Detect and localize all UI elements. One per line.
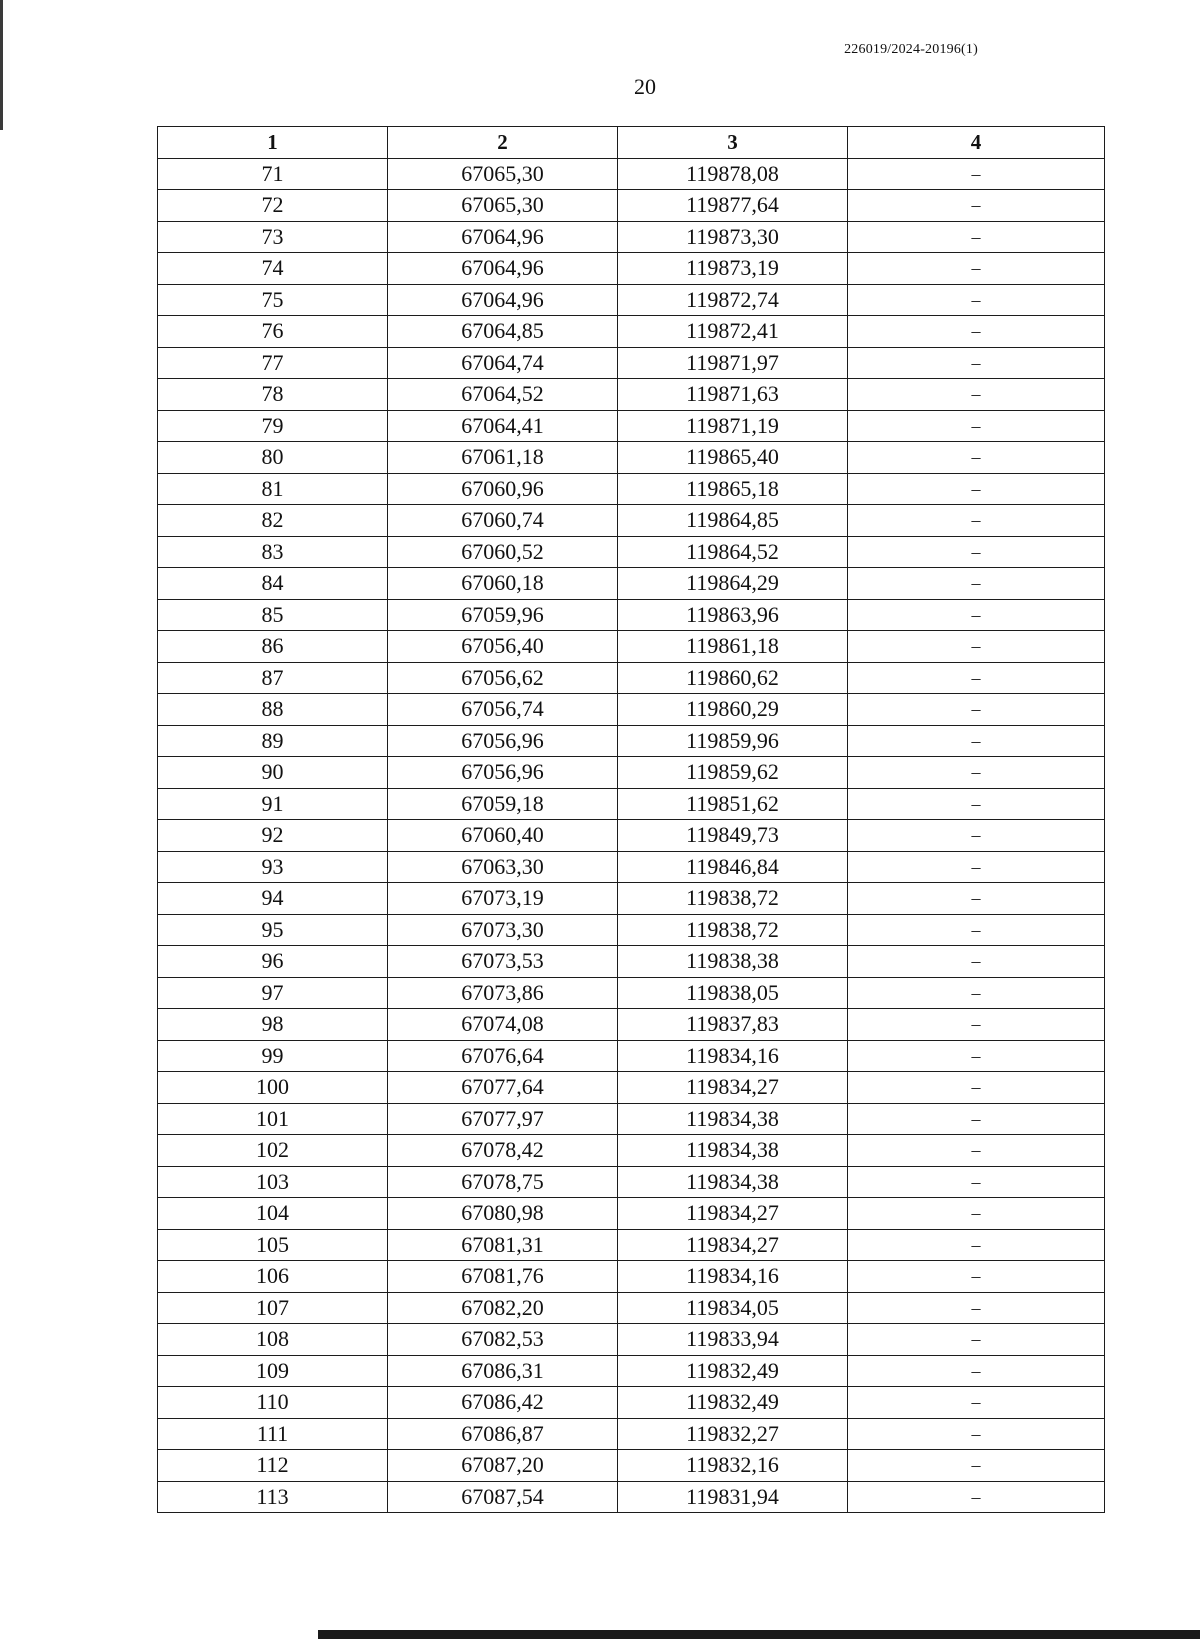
table-row bbox=[158, 1481, 1105, 1513]
header-row bbox=[158, 127, 1105, 159]
table-row bbox=[158, 757, 1105, 789]
table-row bbox=[158, 1261, 1105, 1293]
x-coordinate-cell: 67073,30 bbox=[388, 914, 618, 946]
x-coordinate-cell: 67077,97 bbox=[388, 1103, 618, 1135]
coordinates-table bbox=[157, 126, 1105, 1513]
x-coordinate-cell: 67082,20 bbox=[388, 1292, 618, 1324]
x-coordinate-cell: 67086,31 bbox=[388, 1355, 618, 1387]
note-cell: – bbox=[848, 694, 1105, 726]
point-number-cell: 96 bbox=[158, 946, 388, 978]
x-coordinate-cell: 67065,30 bbox=[388, 190, 618, 222]
x-coordinate-cell: 67064,74 bbox=[388, 347, 618, 379]
x-coordinate-cell: 67077,64 bbox=[388, 1072, 618, 1104]
table-row bbox=[158, 316, 1105, 348]
point-number-cell: 91 bbox=[158, 788, 388, 820]
table-row bbox=[158, 379, 1105, 411]
table-row bbox=[158, 1292, 1105, 1324]
point-number-cell: 81 bbox=[158, 473, 388, 505]
point-number-cell: 105 bbox=[158, 1229, 388, 1261]
note-cell: – bbox=[848, 1261, 1105, 1293]
table-row bbox=[158, 914, 1105, 946]
note-cell: – bbox=[848, 757, 1105, 789]
table-row bbox=[158, 505, 1105, 537]
point-number-cell: 95 bbox=[158, 914, 388, 946]
note-cell: – bbox=[848, 536, 1105, 568]
table-row bbox=[158, 442, 1105, 474]
table-row bbox=[158, 568, 1105, 600]
x-coordinate-cell: 67059,18 bbox=[388, 788, 618, 820]
note-cell: – bbox=[848, 505, 1105, 537]
note-cell: – bbox=[848, 725, 1105, 757]
note-cell: – bbox=[848, 158, 1105, 190]
y-coordinate-cell: 119838,72 bbox=[618, 883, 848, 915]
table-row bbox=[158, 1387, 1105, 1419]
table-row bbox=[158, 1198, 1105, 1230]
note-cell: – bbox=[848, 851, 1105, 883]
table-row bbox=[158, 1103, 1105, 1135]
x-coordinate-cell: 67074,08 bbox=[388, 1009, 618, 1041]
x-coordinate-cell: 67060,18 bbox=[388, 568, 618, 600]
table-row bbox=[158, 253, 1105, 285]
x-coordinate-cell: 67073,19 bbox=[388, 883, 618, 915]
y-coordinate-cell: 119834,38 bbox=[618, 1166, 848, 1198]
point-number-cell: 85 bbox=[158, 599, 388, 631]
y-coordinate-cell: 119834,27 bbox=[618, 1198, 848, 1230]
note-cell: – bbox=[848, 662, 1105, 694]
page-number: 20 bbox=[634, 74, 656, 99]
y-coordinate-cell: 119833,94 bbox=[618, 1324, 848, 1356]
table-row bbox=[158, 1355, 1105, 1387]
y-coordinate-cell: 119871,63 bbox=[618, 379, 848, 411]
y-coordinate-cell: 119863,96 bbox=[618, 599, 848, 631]
x-coordinate-cell: 67076,64 bbox=[388, 1040, 618, 1072]
y-coordinate-cell: 119838,72 bbox=[618, 914, 848, 946]
y-coordinate-cell: 119834,38 bbox=[618, 1103, 848, 1135]
y-coordinate-cell: 119865,18 bbox=[618, 473, 848, 505]
x-coordinate-cell: 67056,74 bbox=[388, 694, 618, 726]
note-cell: – bbox=[848, 1198, 1105, 1230]
x-coordinate-cell: 67060,74 bbox=[388, 505, 618, 537]
x-coordinate-cell: 67065,30 bbox=[388, 158, 618, 190]
note-cell: – bbox=[848, 190, 1105, 222]
x-coordinate-cell: 67073,53 bbox=[388, 946, 618, 978]
note-cell: – bbox=[848, 1072, 1105, 1104]
table-row bbox=[158, 599, 1105, 631]
point-number-cell: 74 bbox=[158, 253, 388, 285]
note-cell: – bbox=[848, 914, 1105, 946]
table-header bbox=[158, 127, 1105, 159]
point-number-cell: 112 bbox=[158, 1450, 388, 1482]
point-number-cell: 76 bbox=[158, 316, 388, 348]
point-number-cell: 108 bbox=[158, 1324, 388, 1356]
note-cell: – bbox=[848, 631, 1105, 663]
y-coordinate-cell: 119864,85 bbox=[618, 505, 848, 537]
x-coordinate-cell: 67073,86 bbox=[388, 977, 618, 1009]
point-number-cell: 101 bbox=[158, 1103, 388, 1135]
table-row bbox=[158, 221, 1105, 253]
x-coordinate-cell: 67087,20 bbox=[388, 1450, 618, 1482]
note-cell: – bbox=[848, 1103, 1105, 1135]
x-coordinate-cell: 67064,96 bbox=[388, 221, 618, 253]
point-number-cell: 107 bbox=[158, 1292, 388, 1324]
x-coordinate-cell: 67086,42 bbox=[388, 1387, 618, 1419]
note-cell: – bbox=[848, 1418, 1105, 1450]
x-coordinate-cell: 67056,40 bbox=[388, 631, 618, 663]
y-coordinate-cell: 119864,29 bbox=[618, 568, 848, 600]
x-coordinate-cell: 67081,76 bbox=[388, 1261, 618, 1293]
y-coordinate-cell: 119846,84 bbox=[618, 851, 848, 883]
y-coordinate-cell: 119834,27 bbox=[618, 1229, 848, 1261]
y-coordinate-cell: 119834,05 bbox=[618, 1292, 848, 1324]
note-cell: – bbox=[848, 1387, 1105, 1419]
note-cell: – bbox=[848, 1292, 1105, 1324]
table-row bbox=[158, 1135, 1105, 1167]
y-coordinate-cell: 119873,30 bbox=[618, 221, 848, 253]
note-cell: – bbox=[848, 1166, 1105, 1198]
note-cell: – bbox=[848, 568, 1105, 600]
x-coordinate-cell: 67061,18 bbox=[388, 442, 618, 474]
note-cell: – bbox=[848, 788, 1105, 820]
x-coordinate-cell: 67056,96 bbox=[388, 725, 618, 757]
note-cell: – bbox=[848, 946, 1105, 978]
bottom-scan-bar bbox=[318, 1630, 1200, 1639]
point-number-cell: 86 bbox=[158, 631, 388, 663]
point-number-cell: 98 bbox=[158, 1009, 388, 1041]
y-coordinate-cell: 119834,16 bbox=[618, 1261, 848, 1293]
x-coordinate-cell: 67060,96 bbox=[388, 473, 618, 505]
table-body bbox=[158, 158, 1105, 1513]
y-coordinate-cell: 119834,38 bbox=[618, 1135, 848, 1167]
x-coordinate-cell: 67063,30 bbox=[388, 851, 618, 883]
document-reference: 226019/2024-20196(1) bbox=[844, 42, 978, 57]
y-coordinate-cell: 119860,62 bbox=[618, 662, 848, 694]
table-row bbox=[158, 1040, 1105, 1072]
point-number-cell: 111 bbox=[158, 1418, 388, 1450]
table-row bbox=[158, 725, 1105, 757]
point-number-cell: 83 bbox=[158, 536, 388, 568]
point-number-cell: 103 bbox=[158, 1166, 388, 1198]
table-row bbox=[158, 473, 1105, 505]
note-cell: – bbox=[848, 1040, 1105, 1072]
y-coordinate-cell: 119864,52 bbox=[618, 536, 848, 568]
table-row bbox=[158, 347, 1105, 379]
note-cell: – bbox=[848, 347, 1105, 379]
header-col-4: 4 bbox=[848, 127, 1105, 159]
note-cell: – bbox=[848, 1450, 1105, 1482]
note-cell: – bbox=[848, 883, 1105, 915]
x-coordinate-cell: 67056,62 bbox=[388, 662, 618, 694]
table-row bbox=[158, 946, 1105, 978]
point-number-cell: 92 bbox=[158, 820, 388, 852]
note-cell: – bbox=[848, 1135, 1105, 1167]
note-cell: – bbox=[848, 599, 1105, 631]
point-number-cell: 77 bbox=[158, 347, 388, 379]
y-coordinate-cell: 119872,74 bbox=[618, 284, 848, 316]
point-number-cell: 75 bbox=[158, 284, 388, 316]
y-coordinate-cell: 119878,08 bbox=[618, 158, 848, 190]
x-coordinate-cell: 67078,42 bbox=[388, 1135, 618, 1167]
point-number-cell: 90 bbox=[158, 757, 388, 789]
table-row bbox=[158, 410, 1105, 442]
point-number-cell: 104 bbox=[158, 1198, 388, 1230]
point-number-cell: 82 bbox=[158, 505, 388, 537]
y-coordinate-cell: 119834,16 bbox=[618, 1040, 848, 1072]
note-cell: – bbox=[848, 1229, 1105, 1261]
y-coordinate-cell: 119831,94 bbox=[618, 1481, 848, 1513]
y-coordinate-cell: 119832,49 bbox=[618, 1387, 848, 1419]
y-coordinate-cell: 119832,16 bbox=[618, 1450, 848, 1482]
x-coordinate-cell: 67087,54 bbox=[388, 1481, 618, 1513]
note-cell: – bbox=[848, 1324, 1105, 1356]
y-coordinate-cell: 119871,19 bbox=[618, 410, 848, 442]
point-number-cell: 89 bbox=[158, 725, 388, 757]
table-row bbox=[158, 662, 1105, 694]
note-cell: – bbox=[848, 253, 1105, 285]
note-cell: – bbox=[848, 977, 1105, 1009]
note-cell: – bbox=[848, 316, 1105, 348]
note-cell: – bbox=[848, 473, 1105, 505]
header-col-1: 1 bbox=[158, 127, 388, 159]
x-coordinate-cell: 67081,31 bbox=[388, 1229, 618, 1261]
header-col-3: 3 bbox=[618, 127, 848, 159]
x-coordinate-cell: 67080,98 bbox=[388, 1198, 618, 1230]
point-number-cell: 73 bbox=[158, 221, 388, 253]
point-number-cell: 110 bbox=[158, 1387, 388, 1419]
table-row bbox=[158, 977, 1105, 1009]
point-number-cell: 93 bbox=[158, 851, 388, 883]
y-coordinate-cell: 119859,96 bbox=[618, 725, 848, 757]
y-coordinate-cell: 119871,97 bbox=[618, 347, 848, 379]
point-number-cell: 99 bbox=[158, 1040, 388, 1072]
x-coordinate-cell: 67060,40 bbox=[388, 820, 618, 852]
x-coordinate-cell: 67064,96 bbox=[388, 253, 618, 285]
table-row bbox=[158, 1072, 1105, 1104]
x-coordinate-cell: 67064,85 bbox=[388, 316, 618, 348]
table-row bbox=[158, 536, 1105, 568]
table-row bbox=[158, 158, 1105, 190]
y-coordinate-cell: 119865,40 bbox=[618, 442, 848, 474]
note-cell: – bbox=[848, 410, 1105, 442]
note-cell: – bbox=[848, 1355, 1105, 1387]
table-row bbox=[158, 1324, 1105, 1356]
note-cell: – bbox=[848, 379, 1105, 411]
y-coordinate-cell: 119832,49 bbox=[618, 1355, 848, 1387]
x-coordinate-cell: 67082,53 bbox=[388, 1324, 618, 1356]
point-number-cell: 87 bbox=[158, 662, 388, 694]
x-coordinate-cell: 67064,41 bbox=[388, 410, 618, 442]
x-coordinate-cell: 67064,96 bbox=[388, 284, 618, 316]
point-number-cell: 100 bbox=[158, 1072, 388, 1104]
y-coordinate-cell: 119851,62 bbox=[618, 788, 848, 820]
x-coordinate-cell: 67064,52 bbox=[388, 379, 618, 411]
x-coordinate-cell: 67060,52 bbox=[388, 536, 618, 568]
note-cell: – bbox=[848, 1009, 1105, 1041]
point-number-cell: 72 bbox=[158, 190, 388, 222]
table-row bbox=[158, 1229, 1105, 1261]
y-coordinate-cell: 119837,83 bbox=[618, 1009, 848, 1041]
y-coordinate-cell: 119860,29 bbox=[618, 694, 848, 726]
y-coordinate-cell: 119849,73 bbox=[618, 820, 848, 852]
scan-edge-mark bbox=[0, 0, 3, 130]
table-row bbox=[158, 883, 1105, 915]
point-number-cell: 84 bbox=[158, 568, 388, 600]
y-coordinate-cell: 119859,62 bbox=[618, 757, 848, 789]
table-row bbox=[158, 694, 1105, 726]
point-number-cell: 88 bbox=[158, 694, 388, 726]
table-row bbox=[158, 1418, 1105, 1450]
point-number-cell: 78 bbox=[158, 379, 388, 411]
table-row bbox=[158, 631, 1105, 663]
note-cell: – bbox=[848, 820, 1105, 852]
note-cell: – bbox=[848, 442, 1105, 474]
point-number-cell: 102 bbox=[158, 1135, 388, 1167]
header-col-2: 2 bbox=[388, 127, 618, 159]
table-row bbox=[158, 190, 1105, 222]
y-coordinate-cell: 119838,05 bbox=[618, 977, 848, 1009]
table-row bbox=[158, 820, 1105, 852]
x-coordinate-cell: 67078,75 bbox=[388, 1166, 618, 1198]
point-number-cell: 94 bbox=[158, 883, 388, 915]
point-number-cell: 80 bbox=[158, 442, 388, 474]
y-coordinate-cell: 119877,64 bbox=[618, 190, 848, 222]
table-row bbox=[158, 1009, 1105, 1041]
point-number-cell: 97 bbox=[158, 977, 388, 1009]
y-coordinate-cell: 119872,41 bbox=[618, 316, 848, 348]
table-row bbox=[158, 1166, 1105, 1198]
point-number-cell: 106 bbox=[158, 1261, 388, 1293]
y-coordinate-cell: 119832,27 bbox=[618, 1418, 848, 1450]
point-number-cell: 113 bbox=[158, 1481, 388, 1513]
note-cell: – bbox=[848, 284, 1105, 316]
x-coordinate-cell: 67059,96 bbox=[388, 599, 618, 631]
x-coordinate-cell: 67086,87 bbox=[388, 1418, 618, 1450]
table-row bbox=[158, 851, 1105, 883]
y-coordinate-cell: 119834,27 bbox=[618, 1072, 848, 1104]
y-coordinate-cell: 119861,18 bbox=[618, 631, 848, 663]
point-number-cell: 79 bbox=[158, 410, 388, 442]
y-coordinate-cell: 119873,19 bbox=[618, 253, 848, 285]
note-cell: – bbox=[848, 1481, 1105, 1513]
y-coordinate-cell: 119838,38 bbox=[618, 946, 848, 978]
point-number-cell: 71 bbox=[158, 158, 388, 190]
x-coordinate-cell: 67056,96 bbox=[388, 757, 618, 789]
note-cell: – bbox=[848, 221, 1105, 253]
table-row bbox=[158, 1450, 1105, 1482]
point-number-cell: 109 bbox=[158, 1355, 388, 1387]
table-row bbox=[158, 284, 1105, 316]
table-row bbox=[158, 788, 1105, 820]
